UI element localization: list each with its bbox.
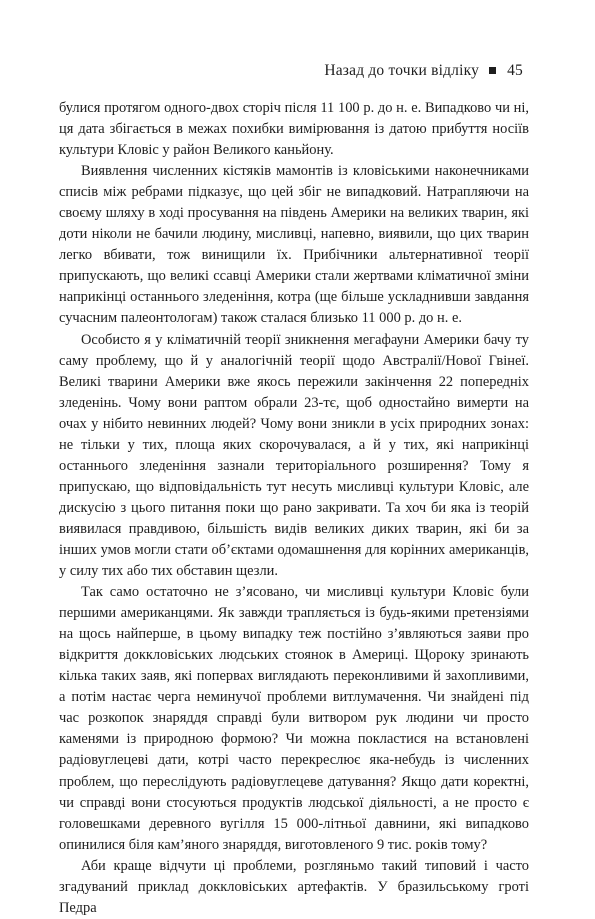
book-page (59, 0, 529, 916)
body-text (59, 98, 529, 919)
paragraph-continued: булися протягом одного-двох сторіч після 11 100 р. до н. е. Випадково чи ні, ця дата збігається в межах похибки вимірювання із датою прибуття носіїв культури Кловіс у район Великого каньйону. (59, 100, 529, 159)
paragraph: Виявлення численних кістяків мамонтів із кловіськими наконечниками списів між ребрами підказує, що цей збіг не випадковий. Натрапляючи на своєму шляху в ході просування на південь Америки на великих тварин, які доти ніколи не бачили людину, мисливці, напевно, виявили, що цих тварин легко вбивати, тож винищили їх. Прибічники альтернативної теорії припускають, що великі ссавці Америки стали жертвами кліматичної зміни наприкінці останнього зледеніння, котра (ще більше ускладнивши завдання сучасним палеонтологам) також сталася близько 11 000 р. до н. е. (59, 163, 529, 327)
paragraph: Так само остаточно не з’ясовано, чи мисливці культури Кловіс були першими американцями. Як завжди трапляється із будь-якими претензіями на щось найперше, в цьому випадку теж постійно з’являються заяви про відкриття доккловіських людських стоянок в Америці. Щороку зринають кілька таких заяв, які поперваx виглядають переконливими й захопливими, а потім настає черга неминучої проблеми витлумачення. Чи знайдені під час розкопок знаряддя справді були витвором рук людини чи просто каменями із природною формою? Чи можна покластися на встановлені радіовуглецеві дати, котрі часто перекреслює яка-небудь із численних проблем, що переслідують радіовуглецеве датування? Якщо дати коректні, чи справді вони стосуються продуктів людської діяльності, а не просто є головешками деревного вугілля 15 000-літньої давнини, які випадково опинилися біля кам’яного знаряддя, виготовленого 9 тис. років тому? (59, 584, 529, 853)
paragraph: Аби краще відчути ці проблеми, розгляньмо такий типовий і часто згадуваний приклад доккловіських артефактів. У бразильському гроті Педра (59, 857, 529, 916)
running-head (324, 62, 523, 80)
paragraph: Особисто я у кліматичній теорії зникнення мегафауни Америки бачу ту саму проблему, що й у аналогічній теорії щодо Австралії/Нової Гвінеї. Великі тварини Америки вже якось пережили закінчення 22 попередніх зледенінь. Чому вони раптом обрали 23-тє, щоб одностайно вимерти на очах у нібито невинних людей? Чому вони зникли в усіх природних зонах: не тільки у тих, площа яких скорочувалася, а й у тих, які наприкінці останнього зледеніння зазнали територіального розширення? Тому я припускаю, що відповідальність тут несуть мисливці культури Кловіс, але дискусію з цього питання поки що рано закривати. Та хоч би яка із теорій виявилася правдивою, більшість видів великих диких тварин, які би за інших умов могли стати об’єктами одомашнення для корінних американців, у силу тих або тих обставин щезли. (59, 331, 529, 580)
separator-square-icon (489, 67, 496, 74)
page-number: 45 (507, 62, 523, 79)
running-head-title: Назад до точки відліку (324, 62, 480, 79)
